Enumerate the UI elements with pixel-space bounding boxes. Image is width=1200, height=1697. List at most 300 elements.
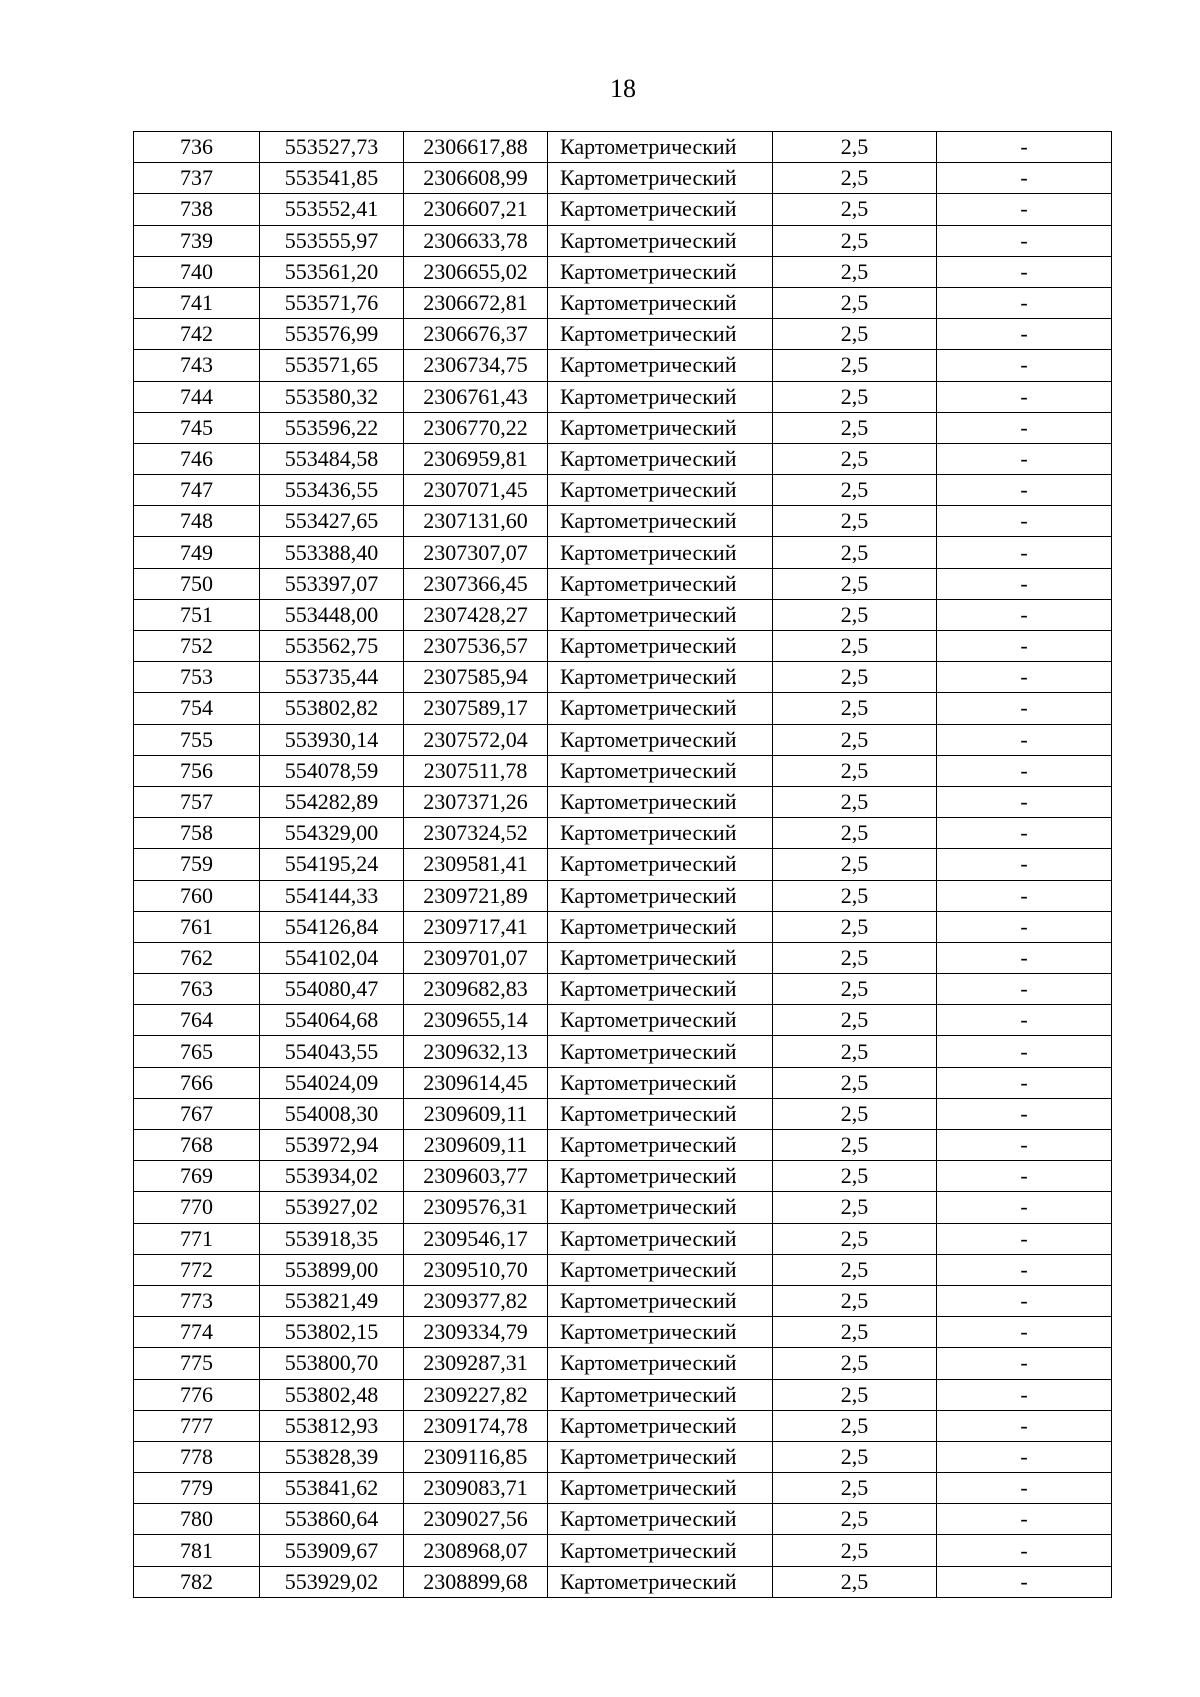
table-row bbox=[134, 1036, 1112, 1067]
y-coordinate-cell: 2306959,81 bbox=[404, 443, 548, 474]
x-coordinate-cell: 553860,64 bbox=[260, 1504, 404, 1535]
point-number-cell: 747 bbox=[134, 475, 260, 506]
point-number-cell: 772 bbox=[134, 1254, 260, 1285]
description-cell: - bbox=[937, 319, 1112, 350]
description-cell: - bbox=[937, 818, 1112, 849]
x-coordinate-cell: 554329,00 bbox=[260, 818, 404, 849]
table-row bbox=[134, 880, 1112, 911]
point-number-cell: 757 bbox=[134, 786, 260, 817]
method-cell: Картометрический bbox=[548, 443, 773, 474]
table-row bbox=[134, 1192, 1112, 1223]
accuracy-cell: 2,5 bbox=[773, 1098, 937, 1129]
x-coordinate-cell: 553972,94 bbox=[260, 1130, 404, 1161]
y-coordinate-cell: 2306672,81 bbox=[404, 287, 548, 318]
y-coordinate-cell: 2307366,45 bbox=[404, 568, 548, 599]
method-cell: Картометрический bbox=[548, 350, 773, 381]
method-cell: Картометрический bbox=[548, 818, 773, 849]
table-row bbox=[134, 724, 1112, 755]
accuracy-cell: 2,5 bbox=[773, 880, 937, 911]
point-number-cell: 743 bbox=[134, 350, 260, 381]
y-coordinate-cell: 2307371,26 bbox=[404, 786, 548, 817]
description-cell: - bbox=[937, 786, 1112, 817]
table-row bbox=[134, 132, 1112, 163]
x-coordinate-cell: 553828,39 bbox=[260, 1441, 404, 1472]
accuracy-cell: 2,5 bbox=[773, 287, 937, 318]
table-row bbox=[134, 443, 1112, 474]
method-cell: Картометрический bbox=[548, 786, 773, 817]
method-cell: Картометрический bbox=[548, 1161, 773, 1192]
y-coordinate-cell: 2309083,71 bbox=[404, 1473, 548, 1504]
y-coordinate-cell: 2306633,78 bbox=[404, 225, 548, 256]
method-cell: Картометрический bbox=[548, 1535, 773, 1566]
method-cell: Картометрический bbox=[548, 1504, 773, 1535]
description-cell: - bbox=[937, 1410, 1112, 1441]
method-cell: Картометрический bbox=[548, 1441, 773, 1472]
accuracy-cell: 2,5 bbox=[773, 506, 937, 537]
x-coordinate-cell: 554080,47 bbox=[260, 974, 404, 1005]
point-number-cell: 782 bbox=[134, 1566, 260, 1597]
x-coordinate-cell: 554282,89 bbox=[260, 786, 404, 817]
table-row bbox=[134, 786, 1112, 817]
y-coordinate-cell: 2306607,21 bbox=[404, 194, 548, 225]
description-cell: - bbox=[937, 724, 1112, 755]
point-number-cell: 754 bbox=[134, 693, 260, 724]
description-cell: - bbox=[937, 1348, 1112, 1379]
method-cell: Картометрический bbox=[548, 974, 773, 1005]
y-coordinate-cell: 2307324,52 bbox=[404, 818, 548, 849]
accuracy-cell: 2,5 bbox=[773, 475, 937, 506]
y-coordinate-cell: 2309027,56 bbox=[404, 1504, 548, 1535]
y-coordinate-cell: 2309655,14 bbox=[404, 1005, 548, 1036]
table-row bbox=[134, 1348, 1112, 1379]
description-cell: - bbox=[937, 755, 1112, 786]
y-coordinate-cell: 2307307,07 bbox=[404, 537, 548, 568]
method-cell: Картометрический bbox=[548, 1192, 773, 1223]
y-coordinate-cell: 2309546,17 bbox=[404, 1223, 548, 1254]
point-number-cell: 750 bbox=[134, 568, 260, 599]
table-row bbox=[134, 1379, 1112, 1410]
table-row bbox=[134, 350, 1112, 381]
description-cell: - bbox=[937, 443, 1112, 474]
accuracy-cell: 2,5 bbox=[773, 1535, 937, 1566]
point-number-cell: 759 bbox=[134, 849, 260, 880]
description-cell: - bbox=[937, 350, 1112, 381]
accuracy-cell: 2,5 bbox=[773, 256, 937, 287]
accuracy-cell: 2,5 bbox=[773, 1379, 937, 1410]
table-row bbox=[134, 693, 1112, 724]
description-cell: - bbox=[937, 942, 1112, 973]
description-cell: - bbox=[937, 911, 1112, 942]
description-cell: - bbox=[937, 1379, 1112, 1410]
table-row bbox=[134, 1285, 1112, 1316]
table-row bbox=[134, 1130, 1112, 1161]
point-number-cell: 751 bbox=[134, 599, 260, 630]
table-row bbox=[134, 1161, 1112, 1192]
table-row bbox=[134, 911, 1112, 942]
x-coordinate-cell: 553436,55 bbox=[260, 475, 404, 506]
y-coordinate-cell: 2309116,85 bbox=[404, 1441, 548, 1472]
description-cell: - bbox=[937, 287, 1112, 318]
description-cell: - bbox=[937, 1130, 1112, 1161]
point-number-cell: 736 bbox=[134, 132, 260, 163]
description-cell: - bbox=[937, 631, 1112, 662]
point-number-cell: 775 bbox=[134, 1348, 260, 1379]
y-coordinate-cell: 2306761,43 bbox=[404, 381, 548, 412]
x-coordinate-cell: 553909,67 bbox=[260, 1535, 404, 1566]
x-coordinate-cell: 553821,49 bbox=[260, 1285, 404, 1316]
x-coordinate-cell: 553561,20 bbox=[260, 256, 404, 287]
method-cell: Картометрический bbox=[548, 662, 773, 693]
accuracy-cell: 2,5 bbox=[773, 1317, 937, 1348]
point-number-cell: 758 bbox=[134, 818, 260, 849]
accuracy-cell: 2,5 bbox=[773, 225, 937, 256]
method-cell: Картометрический bbox=[548, 475, 773, 506]
point-number-cell: 764 bbox=[134, 1005, 260, 1036]
x-coordinate-cell: 553576,99 bbox=[260, 319, 404, 350]
method-cell: Картометрический bbox=[548, 1285, 773, 1316]
y-coordinate-cell: 2308899,68 bbox=[404, 1566, 548, 1597]
point-number-cell: 745 bbox=[134, 412, 260, 443]
y-coordinate-cell: 2309609,11 bbox=[404, 1130, 548, 1161]
coordinates-table bbox=[133, 131, 1112, 1598]
accuracy-cell: 2,5 bbox=[773, 786, 937, 817]
description-cell: - bbox=[937, 1317, 1112, 1348]
table-row bbox=[134, 1535, 1112, 1566]
x-coordinate-cell: 554024,09 bbox=[260, 1067, 404, 1098]
x-coordinate-cell: 553448,00 bbox=[260, 599, 404, 630]
table-row bbox=[134, 1504, 1112, 1535]
point-number-cell: 749 bbox=[134, 537, 260, 568]
x-coordinate-cell: 553927,02 bbox=[260, 1192, 404, 1223]
description-cell: - bbox=[937, 1473, 1112, 1504]
accuracy-cell: 2,5 bbox=[773, 319, 937, 350]
description-cell: - bbox=[937, 880, 1112, 911]
description-cell: - bbox=[937, 506, 1112, 537]
method-cell: Картометрический bbox=[548, 1254, 773, 1285]
accuracy-cell: 2,5 bbox=[773, 662, 937, 693]
table-row bbox=[134, 1254, 1112, 1285]
point-number-cell: 769 bbox=[134, 1161, 260, 1192]
method-cell: Картометрический bbox=[548, 880, 773, 911]
y-coordinate-cell: 2309377,82 bbox=[404, 1285, 548, 1316]
method-cell: Картометрический bbox=[548, 537, 773, 568]
x-coordinate-cell: 553562,75 bbox=[260, 631, 404, 662]
description-cell: - bbox=[937, 974, 1112, 1005]
y-coordinate-cell: 2307428,27 bbox=[404, 599, 548, 630]
y-coordinate-cell: 2306655,02 bbox=[404, 256, 548, 287]
x-coordinate-cell: 553802,48 bbox=[260, 1379, 404, 1410]
method-cell: Картометрический bbox=[548, 1005, 773, 1036]
y-coordinate-cell: 2309603,77 bbox=[404, 1161, 548, 1192]
accuracy-cell: 2,5 bbox=[773, 599, 937, 630]
method-cell: Картометрический bbox=[548, 412, 773, 443]
accuracy-cell: 2,5 bbox=[773, 849, 937, 880]
y-coordinate-cell: 2307131,60 bbox=[404, 506, 548, 537]
description-cell: - bbox=[937, 1254, 1112, 1285]
accuracy-cell: 2,5 bbox=[773, 163, 937, 194]
point-number-cell: 760 bbox=[134, 880, 260, 911]
table-row bbox=[134, 319, 1112, 350]
description-cell: - bbox=[937, 693, 1112, 724]
method-cell: Картометрический bbox=[548, 755, 773, 786]
description-cell: - bbox=[937, 475, 1112, 506]
accuracy-cell: 2,5 bbox=[773, 350, 937, 381]
point-number-cell: 781 bbox=[134, 1535, 260, 1566]
table-row bbox=[134, 1005, 1112, 1036]
method-cell: Картометрический bbox=[548, 163, 773, 194]
y-coordinate-cell: 2309227,82 bbox=[404, 1379, 548, 1410]
description-cell: - bbox=[937, 1005, 1112, 1036]
table-row bbox=[134, 412, 1112, 443]
y-coordinate-cell: 2307589,17 bbox=[404, 693, 548, 724]
accuracy-cell: 2,5 bbox=[773, 537, 937, 568]
method-cell: Картометрический bbox=[548, 1566, 773, 1597]
method-cell: Картометрический bbox=[548, 693, 773, 724]
y-coordinate-cell: 2306770,22 bbox=[404, 412, 548, 443]
method-cell: Картометрический bbox=[548, 942, 773, 973]
y-coordinate-cell: 2309721,89 bbox=[404, 880, 548, 911]
method-cell: Картометрический bbox=[548, 911, 773, 942]
accuracy-cell: 2,5 bbox=[773, 755, 937, 786]
y-coordinate-cell: 2309581,41 bbox=[404, 849, 548, 880]
accuracy-cell: 2,5 bbox=[773, 724, 937, 755]
x-coordinate-cell: 553580,32 bbox=[260, 381, 404, 412]
point-number-cell: 765 bbox=[134, 1036, 260, 1067]
y-coordinate-cell: 2309614,45 bbox=[404, 1067, 548, 1098]
table-row bbox=[134, 818, 1112, 849]
table-row bbox=[134, 163, 1112, 194]
point-number-cell: 737 bbox=[134, 163, 260, 194]
method-cell: Картометрический bbox=[548, 1067, 773, 1098]
x-coordinate-cell: 554144,33 bbox=[260, 880, 404, 911]
point-number-cell: 780 bbox=[134, 1504, 260, 1535]
y-coordinate-cell: 2306617,88 bbox=[404, 132, 548, 163]
method-cell: Картометрический bbox=[548, 287, 773, 318]
description-cell: - bbox=[937, 1036, 1112, 1067]
method-cell: Картометрический bbox=[548, 381, 773, 412]
description-cell: - bbox=[937, 1067, 1112, 1098]
y-coordinate-cell: 2307071,45 bbox=[404, 475, 548, 506]
accuracy-cell: 2,5 bbox=[773, 1473, 937, 1504]
x-coordinate-cell: 554078,59 bbox=[260, 755, 404, 786]
point-number-cell: 770 bbox=[134, 1192, 260, 1223]
y-coordinate-cell: 2308968,07 bbox=[404, 1535, 548, 1566]
table-row bbox=[134, 942, 1112, 973]
accuracy-cell: 2,5 bbox=[773, 1161, 937, 1192]
table-row bbox=[134, 599, 1112, 630]
accuracy-cell: 2,5 bbox=[773, 568, 937, 599]
accuracy-cell: 2,5 bbox=[773, 1005, 937, 1036]
method-cell: Картометрический bbox=[548, 599, 773, 630]
x-coordinate-cell: 553571,65 bbox=[260, 350, 404, 381]
point-number-cell: 752 bbox=[134, 631, 260, 662]
table-row bbox=[134, 256, 1112, 287]
accuracy-cell: 2,5 bbox=[773, 1285, 937, 1316]
point-number-cell: 739 bbox=[134, 225, 260, 256]
table-row bbox=[134, 1566, 1112, 1597]
y-coordinate-cell: 2309632,13 bbox=[404, 1036, 548, 1067]
accuracy-cell: 2,5 bbox=[773, 1566, 937, 1597]
point-number-cell: 742 bbox=[134, 319, 260, 350]
accuracy-cell: 2,5 bbox=[773, 1067, 937, 1098]
x-coordinate-cell: 553841,62 bbox=[260, 1473, 404, 1504]
point-number-cell: 748 bbox=[134, 506, 260, 537]
accuracy-cell: 2,5 bbox=[773, 911, 937, 942]
x-coordinate-cell: 553596,22 bbox=[260, 412, 404, 443]
method-cell: Картометрический bbox=[548, 724, 773, 755]
x-coordinate-cell: 553812,93 bbox=[260, 1410, 404, 1441]
y-coordinate-cell: 2309682,83 bbox=[404, 974, 548, 1005]
point-number-cell: 746 bbox=[134, 443, 260, 474]
description-cell: - bbox=[937, 256, 1112, 287]
accuracy-cell: 2,5 bbox=[773, 818, 937, 849]
accuracy-cell: 2,5 bbox=[773, 1036, 937, 1067]
x-coordinate-cell: 553541,85 bbox=[260, 163, 404, 194]
point-number-cell: 768 bbox=[134, 1130, 260, 1161]
method-cell: Картометрический bbox=[548, 1410, 773, 1441]
point-number-cell: 755 bbox=[134, 724, 260, 755]
description-cell: - bbox=[937, 225, 1112, 256]
x-coordinate-cell: 553555,97 bbox=[260, 225, 404, 256]
method-cell: Картометрический bbox=[548, 319, 773, 350]
x-coordinate-cell: 553899,00 bbox=[260, 1254, 404, 1285]
description-cell: - bbox=[937, 599, 1112, 630]
y-coordinate-cell: 2307536,57 bbox=[404, 631, 548, 662]
y-coordinate-cell: 2307585,94 bbox=[404, 662, 548, 693]
accuracy-cell: 2,5 bbox=[773, 381, 937, 412]
x-coordinate-cell: 553800,70 bbox=[260, 1348, 404, 1379]
method-cell: Картометрический bbox=[548, 568, 773, 599]
accuracy-cell: 2,5 bbox=[773, 1348, 937, 1379]
y-coordinate-cell: 2309174,78 bbox=[404, 1410, 548, 1441]
point-number-cell: 777 bbox=[134, 1410, 260, 1441]
accuracy-cell: 2,5 bbox=[773, 1223, 937, 1254]
x-coordinate-cell: 553484,58 bbox=[260, 443, 404, 474]
y-coordinate-cell: 2309701,07 bbox=[404, 942, 548, 973]
point-number-cell: 771 bbox=[134, 1223, 260, 1254]
table-row bbox=[134, 1223, 1112, 1254]
y-coordinate-cell: 2306608,99 bbox=[404, 163, 548, 194]
point-number-cell: 763 bbox=[134, 974, 260, 1005]
table-row bbox=[134, 568, 1112, 599]
table-row bbox=[134, 194, 1112, 225]
description-cell: - bbox=[937, 1441, 1112, 1472]
method-cell: Картометрический bbox=[548, 132, 773, 163]
table-row bbox=[134, 537, 1112, 568]
method-cell: Картометрический bbox=[548, 194, 773, 225]
point-number-cell: 753 bbox=[134, 662, 260, 693]
description-cell: - bbox=[937, 381, 1112, 412]
x-coordinate-cell: 553397,07 bbox=[260, 568, 404, 599]
y-coordinate-cell: 2309576,31 bbox=[404, 1192, 548, 1223]
table-row bbox=[134, 1098, 1112, 1129]
method-cell: Картометрический bbox=[548, 1098, 773, 1129]
coordinates-table-body bbox=[134, 132, 1112, 1598]
table-row bbox=[134, 506, 1112, 537]
accuracy-cell: 2,5 bbox=[773, 1441, 937, 1472]
table-row bbox=[134, 849, 1112, 880]
x-coordinate-cell: 553930,14 bbox=[260, 724, 404, 755]
accuracy-cell: 2,5 bbox=[773, 132, 937, 163]
description-cell: - bbox=[937, 1192, 1112, 1223]
x-coordinate-cell: 553918,35 bbox=[260, 1223, 404, 1254]
x-coordinate-cell: 553571,76 bbox=[260, 287, 404, 318]
x-coordinate-cell: 554008,30 bbox=[260, 1098, 404, 1129]
description-cell: - bbox=[937, 1223, 1112, 1254]
accuracy-cell: 2,5 bbox=[773, 1130, 937, 1161]
y-coordinate-cell: 2309609,11 bbox=[404, 1098, 548, 1129]
y-coordinate-cell: 2307511,78 bbox=[404, 755, 548, 786]
table-row bbox=[134, 974, 1112, 1005]
method-cell: Картометрический bbox=[548, 849, 773, 880]
table-row bbox=[134, 475, 1112, 506]
x-coordinate-cell: 553802,15 bbox=[260, 1317, 404, 1348]
method-cell: Картометрический bbox=[548, 1473, 773, 1504]
y-coordinate-cell: 2309717,41 bbox=[404, 911, 548, 942]
description-cell: - bbox=[937, 1535, 1112, 1566]
point-number-cell: 767 bbox=[134, 1098, 260, 1129]
y-coordinate-cell: 2309287,31 bbox=[404, 1348, 548, 1379]
point-number-cell: 761 bbox=[134, 911, 260, 942]
method-cell: Картометрический bbox=[548, 1379, 773, 1410]
method-cell: Картометрический bbox=[548, 506, 773, 537]
method-cell: Картометрический bbox=[548, 1130, 773, 1161]
description-cell: - bbox=[937, 662, 1112, 693]
point-number-cell: 774 bbox=[134, 1317, 260, 1348]
x-coordinate-cell: 554126,84 bbox=[260, 911, 404, 942]
table-row bbox=[134, 631, 1112, 662]
method-cell: Картометрический bbox=[548, 1317, 773, 1348]
description-cell: - bbox=[937, 849, 1112, 880]
x-coordinate-cell: 554064,68 bbox=[260, 1005, 404, 1036]
accuracy-cell: 2,5 bbox=[773, 1504, 937, 1535]
point-number-cell: 762 bbox=[134, 942, 260, 973]
accuracy-cell: 2,5 bbox=[773, 974, 937, 1005]
description-cell: - bbox=[937, 1566, 1112, 1597]
x-coordinate-cell: 553388,40 bbox=[260, 537, 404, 568]
x-coordinate-cell: 553552,41 bbox=[260, 194, 404, 225]
method-cell: Картометрический bbox=[548, 1348, 773, 1379]
description-cell: - bbox=[937, 194, 1112, 225]
x-coordinate-cell: 553934,02 bbox=[260, 1161, 404, 1192]
table-row bbox=[134, 1441, 1112, 1472]
description-cell: - bbox=[937, 568, 1112, 599]
x-coordinate-cell: 553527,73 bbox=[260, 132, 404, 163]
point-number-cell: 741 bbox=[134, 287, 260, 318]
accuracy-cell: 2,5 bbox=[773, 631, 937, 662]
x-coordinate-cell: 554102,04 bbox=[260, 942, 404, 973]
table-row bbox=[134, 1410, 1112, 1441]
point-number-cell: 778 bbox=[134, 1441, 260, 1472]
point-number-cell: 779 bbox=[134, 1473, 260, 1504]
y-coordinate-cell: 2309510,70 bbox=[404, 1254, 548, 1285]
y-coordinate-cell: 2306676,37 bbox=[404, 319, 548, 350]
x-coordinate-cell: 553802,82 bbox=[260, 693, 404, 724]
description-cell: - bbox=[937, 1504, 1112, 1535]
table-row bbox=[134, 225, 1112, 256]
method-cell: Картометрический bbox=[548, 256, 773, 287]
y-coordinate-cell: 2307572,04 bbox=[404, 724, 548, 755]
point-number-cell: 776 bbox=[134, 1379, 260, 1410]
description-cell: - bbox=[937, 537, 1112, 568]
x-coordinate-cell: 553929,02 bbox=[260, 1566, 404, 1597]
description-cell: - bbox=[937, 163, 1112, 194]
method-cell: Картометрический bbox=[548, 1036, 773, 1067]
table-row bbox=[134, 1317, 1112, 1348]
description-cell: - bbox=[937, 1098, 1112, 1129]
table-row bbox=[134, 381, 1112, 412]
method-cell: Картометрический bbox=[548, 631, 773, 662]
